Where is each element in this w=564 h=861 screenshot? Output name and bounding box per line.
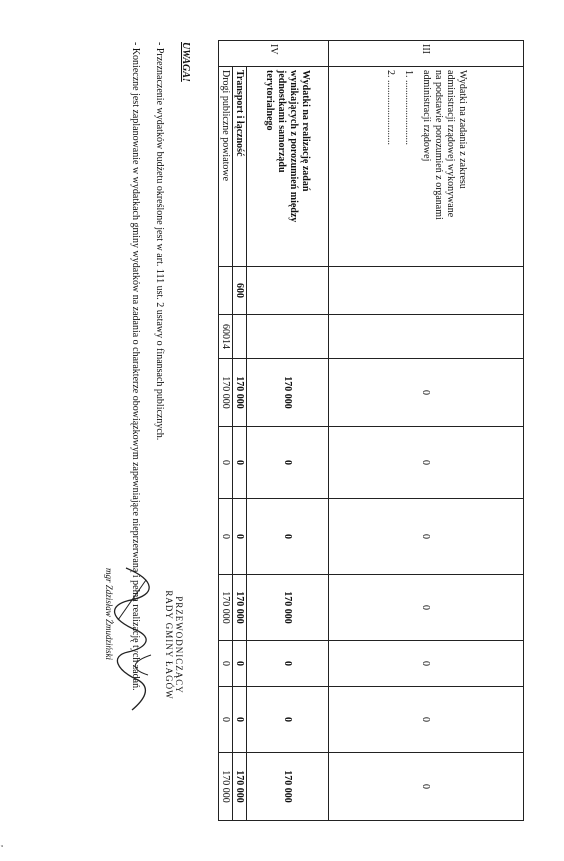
description-line: Wydatki na realizację zadań (300, 70, 312, 192)
value-cell: 170 000 (219, 359, 233, 427)
table-row-iii (329, 41, 524, 821)
value-cell: 170 000 (233, 753, 247, 821)
handwritten-signature (106, 560, 166, 730)
value-cell: 0 (329, 499, 524, 575)
value-cell: 0 (233, 427, 247, 499)
value-cell: 170 000 (219, 753, 233, 821)
value-cell: 170 000 (247, 359, 329, 427)
value-cell: 0 (329, 641, 524, 687)
value-cell: 0 (219, 427, 233, 499)
value-cell: 170 000 (233, 359, 247, 427)
value-cell: 0 (329, 575, 524, 641)
description-line: Wydatki na zadania z zakresu (457, 70, 468, 189)
stamp-council: RADY GMINY ŁAGÓW (164, 590, 174, 700)
sub-item: 1. .......................... (403, 70, 414, 145)
category-label: Transport i łączność (233, 67, 247, 267)
description-line: administracji rządowej (421, 70, 432, 162)
value-cell: 0 (247, 641, 329, 687)
dzial-cell (329, 267, 524, 315)
table-row-transport (233, 41, 247, 821)
notes-heading: UWAGA! (180, 42, 191, 82)
rozdzial-cell: 60014 (219, 315, 233, 359)
corner-mark: , (0, 845, 9, 847)
row-description (247, 67, 329, 267)
value-cell: 0 (219, 499, 233, 575)
dzial-cell: 600 (233, 267, 247, 315)
description-line: terytorialnego (264, 70, 276, 131)
description-line: jednostkami samorządu (276, 70, 288, 173)
sub-item: 2. .......................... (385, 70, 396, 145)
value-cell: 0 (247, 687, 329, 753)
value-cell: 0 (233, 687, 247, 753)
value-cell: 170 000 (247, 575, 329, 641)
value-cell: 0 (329, 753, 524, 821)
value-cell: 0 (219, 641, 233, 687)
note-item: - Przeznaczenie wydatków budżetu określone jest w art. 111 ust. 2 ustawy o finansach publicznych. (154, 42, 165, 441)
row-number: IV (219, 41, 329, 67)
description-line: wynikających z porozumień między (288, 70, 300, 223)
value-cell: 0 (329, 359, 524, 427)
rozdzial-cell (329, 315, 524, 359)
signatory-name: mgr Zdzisław Żmudziński (104, 568, 114, 661)
value-cell: 170 000 (219, 575, 233, 641)
table-row-roads (219, 41, 233, 821)
row-number: III (329, 41, 524, 67)
value-cell: 0 (329, 687, 524, 753)
value-cell: 0 (219, 687, 233, 753)
value-cell: 0 (329, 427, 524, 499)
value-cell: 170 000 (247, 753, 329, 821)
value-cell: 0 (247, 427, 329, 499)
description-line: administracji rządowej wykonywane (445, 70, 456, 218)
stamp-role: PRZEWODNICZĄCY (174, 596, 184, 694)
note-item: - Konieczne jest zaplanowanie w wydatkach gminy wydatków na zadania o charakterze obowiązkowym zapewniające nieprzerwaną i pełną realizację tych zadań. (130, 42, 141, 691)
table-row-iv (247, 41, 329, 821)
category-label: Drogi publiczne powiatowe (219, 67, 233, 267)
value-cell: 170 000 (233, 575, 247, 641)
description-line: na podstawie porozumień z organami (433, 70, 444, 220)
value-cell: 0 (233, 641, 247, 687)
row-description (329, 67, 524, 267)
signature-stamp (84, 560, 184, 730)
value-cell: 0 (247, 499, 329, 575)
budget-table (218, 40, 524, 821)
value-cell: 0 (233, 499, 247, 575)
